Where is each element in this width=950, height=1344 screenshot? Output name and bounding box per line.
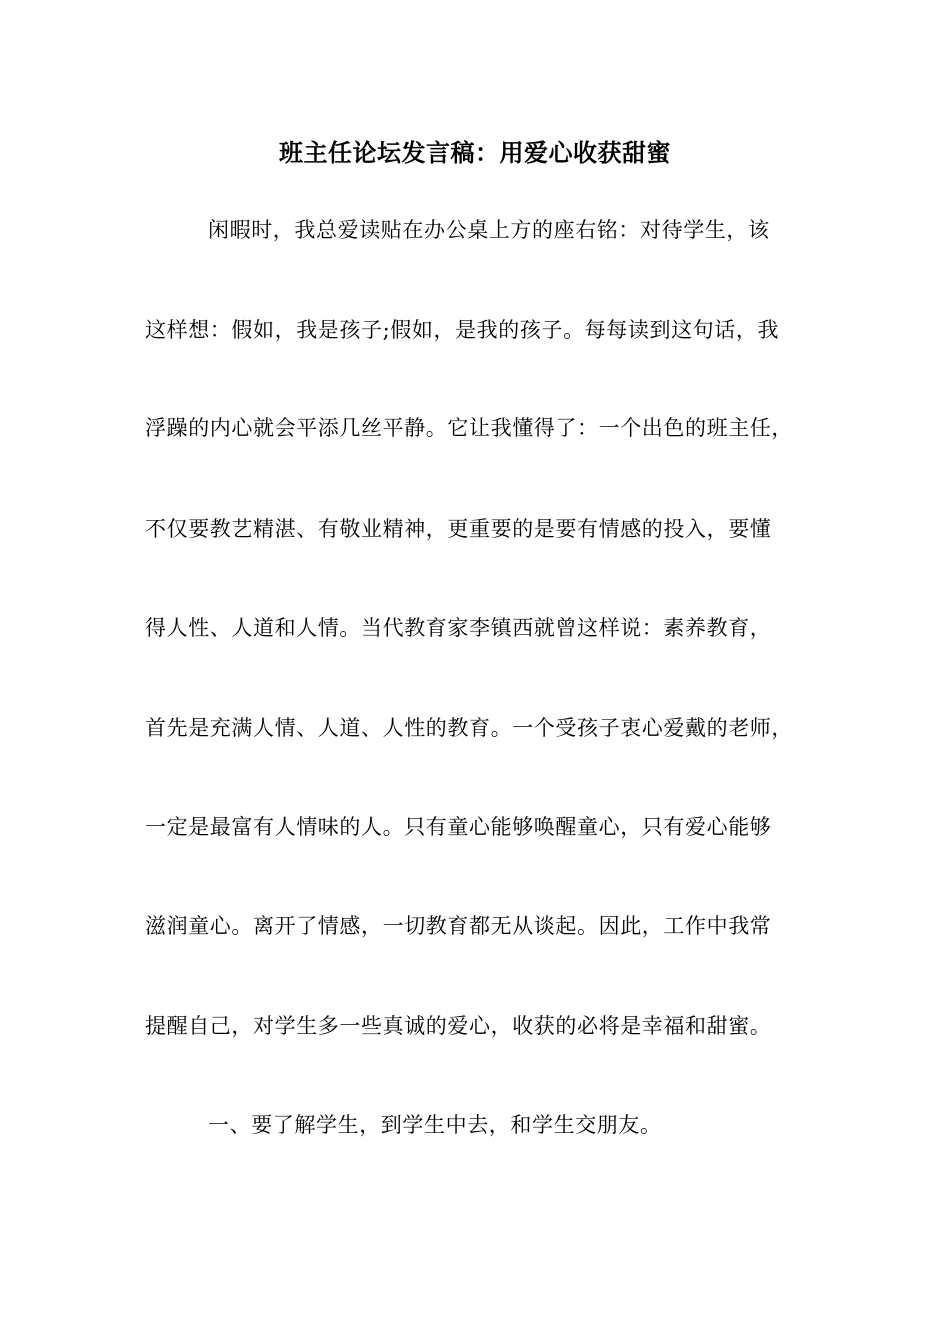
paragraph-line: 这样想：假如，我是孩子;假如，是我的孩子。每每读到这句话，我	[145, 318, 780, 342]
paragraph-line: 首先是充满人情、人道、人性的教育。一个受孩子衷心爱戴的老师，	[145, 716, 793, 740]
paragraph-line: 提醒自己，对学生多一些真诚的爱心，收获的必将是幸福和甜蜜。	[145, 1014, 772, 1038]
section-heading: 一、要了解学生，到学生中去，和学生交朋友。	[208, 1113, 662, 1137]
document-title: 班主任论坛发言稿：用爱心收获甜蜜	[279, 138, 671, 167]
paragraph-line: 得人性、人道和人情。当代教育家李镇西就曾这样说：素养教育，	[145, 616, 772, 640]
paragraph-line: 闲暇时，我总爱读贴在办公桌上方的座右铭：对待学生，该	[208, 218, 770, 242]
paragraph-line: 不仅要教艺精湛、有敬业精神，更重要的是要有情感的投入，要懂	[145, 517, 772, 541]
paragraph-line: 一定是最富有人情味的人。只有童心能够唤醒童心，只有爱心能够	[145, 815, 772, 839]
paragraph-line: 滋润童心。离开了情感，一切教育都无从谈起。因此，工作中我常	[145, 914, 772, 938]
paragraph-line: 浮躁的内心就会平添几丝平静。它让我懂得了：一个出色的班主任，	[145, 416, 793, 440]
